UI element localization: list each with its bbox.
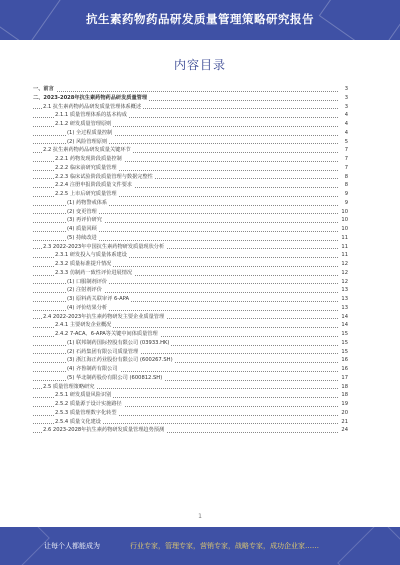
toc-entry[interactable] bbox=[33, 155, 348, 164]
toc-entry-page: 10 bbox=[339, 208, 348, 217]
toc-entry-title: 2.2.2 临床前研究质量管理 bbox=[55, 164, 117, 171]
toc-entry-title: 2.5 质量管理策略研究 bbox=[43, 383, 95, 390]
toc-entry[interactable] bbox=[33, 286, 348, 295]
toc-entry-title: 2.4 2022-2023年抗生素药物研发主要企业质量管理 bbox=[43, 313, 165, 320]
toc-entry-title: 2.5.2 质量源于设计实施路径 bbox=[55, 401, 122, 407]
toc-entry[interactable] bbox=[33, 190, 348, 199]
toc-entry-title: 2.2.4 注册申报阶段质量文件要求 bbox=[55, 182, 133, 189]
toc-entry-page: 7 bbox=[339, 155, 348, 164]
toc-entry-title: (4) 质量回顾 bbox=[67, 226, 97, 232]
toc-entry-page: 3 bbox=[339, 94, 348, 103]
toc-entry[interactable] bbox=[33, 374, 348, 383]
toc-entry[interactable] bbox=[33, 426, 348, 435]
toc-heading: 内容目录 bbox=[173, 58, 226, 72]
toc-entry[interactable] bbox=[33, 304, 348, 313]
toc-entry-title: 2.2.3 临床试验阶段质量管理与数据完整性 bbox=[55, 173, 153, 180]
toc-entry-page: 14 bbox=[339, 321, 348, 330]
toc-entry-page: 4 bbox=[339, 120, 348, 129]
toc-entry-title: (1) 联邦制药国际控股有限公司 (03933.HK) bbox=[67, 339, 170, 346]
toc-entry-page: 10 bbox=[339, 216, 348, 225]
toc-entry-title: (2) 风险管理原则 bbox=[67, 138, 108, 145]
toc-entry-page: 13 bbox=[339, 304, 348, 313]
toc-entry[interactable] bbox=[33, 269, 348, 278]
toc-entry-page: 12 bbox=[339, 278, 348, 287]
toc-entry-page: 20 bbox=[339, 409, 348, 418]
toc-entry-page: 11 bbox=[339, 243, 348, 252]
toc-entry[interactable] bbox=[33, 313, 348, 322]
toc-entry[interactable] bbox=[33, 164, 348, 173]
toc-entry[interactable] bbox=[33, 260, 348, 269]
footer-decoration bbox=[337, 527, 400, 565]
toc-entry-page: 8 bbox=[339, 181, 348, 190]
toc-entry-page: 15 bbox=[339, 339, 348, 348]
toc-entry-title: (4) 评价结果分析 bbox=[67, 304, 108, 311]
toc-entry-title: 2.3 2022-2023年中国抗生素药物研发质量现状分析 bbox=[43, 243, 165, 250]
toc-entry[interactable] bbox=[33, 321, 348, 330]
toc-entry[interactable] bbox=[33, 120, 348, 129]
toc-entry[interactable] bbox=[33, 251, 348, 260]
toc-entry-title: (2) 石药集团有限公司质量管理 bbox=[67, 348, 139, 355]
toc-entry[interactable] bbox=[33, 111, 348, 120]
toc-entry[interactable] bbox=[33, 216, 348, 225]
footer-decoration bbox=[0, 527, 50, 565]
report-title: 抗生素药物药品研发质量管理策略研究报告 bbox=[86, 12, 314, 26]
toc-entry[interactable] bbox=[33, 365, 348, 374]
toc-entry-page: 13 bbox=[339, 295, 348, 304]
toc-entry-page: 8 bbox=[339, 173, 348, 182]
toc-entry-page: 16 bbox=[339, 356, 348, 365]
toc-entry-page: 5 bbox=[339, 138, 348, 147]
footer-banner bbox=[0, 527, 400, 565]
toc-entry[interactable] bbox=[33, 225, 348, 234]
toc-entry-page: 17 bbox=[339, 374, 348, 383]
toc-entry-title: 2.3.3 仿制药一致性评价进展情况 bbox=[55, 269, 133, 276]
toc-entry-title: 2.2 抗生素药物药品研发质量关键环节 bbox=[43, 147, 131, 154]
toc-entry[interactable] bbox=[33, 208, 348, 217]
toc-entry[interactable] bbox=[33, 199, 348, 208]
table-of-contents bbox=[33, 85, 348, 435]
toc-entry[interactable] bbox=[33, 409, 348, 418]
toc-entry-page: 3 bbox=[339, 85, 348, 94]
toc-entry-page: 11 bbox=[339, 251, 348, 260]
toc-entry-title: (2) 变更管理 bbox=[67, 208, 97, 215]
toc-entry[interactable] bbox=[33, 391, 348, 400]
toc-entry[interactable] bbox=[33, 146, 348, 155]
toc-entry[interactable] bbox=[33, 94, 348, 103]
toc-entry[interactable] bbox=[33, 129, 348, 138]
toc-entry-page: 15 bbox=[339, 330, 348, 339]
toc-entry-page: 4 bbox=[339, 111, 348, 120]
toc-entry-title: (1) 口服制剂评价 bbox=[67, 278, 108, 285]
toc-entry-page: 14 bbox=[339, 313, 348, 322]
toc-entry-title: (3) 原料药关联审评 6-APA bbox=[67, 296, 130, 302]
toc-entry[interactable] bbox=[33, 103, 348, 112]
toc-entry-title: (5) 华北制药股份有限公司 (600812.SH) bbox=[67, 374, 163, 381]
toc-entry-title: 2.5.4 质量文化建设 bbox=[55, 418, 101, 425]
toc-entry[interactable] bbox=[33, 348, 348, 357]
toc-entry[interactable] bbox=[33, 330, 348, 339]
toc-entry-page: 7 bbox=[339, 146, 348, 155]
footer-slogan-left: 让每个人都能成为 bbox=[44, 542, 100, 550]
toc-entry-page: 13 bbox=[339, 286, 348, 295]
toc-entry-page: 18 bbox=[339, 383, 348, 392]
toc-entry-title: 2.6 2023-2028年抗生素药物研发质量管理趋势预测 bbox=[43, 427, 165, 434]
toc-entry[interactable] bbox=[33, 295, 348, 304]
toc-entry-title: 2.5.3 质量管理数字化转型 bbox=[55, 409, 117, 416]
toc-entry-title: (2) 注射剂评价 bbox=[67, 287, 102, 294]
toc-entry-title: 一、前言 bbox=[33, 86, 54, 92]
toc-entry[interactable] bbox=[33, 383, 348, 392]
footer-slogan-right: 行业专家，管理专家，营销专家，战略专家，成功企业家…… bbox=[130, 542, 319, 550]
toc-entry-title: 2.3.1 研发投入与质量体系建设 bbox=[55, 252, 127, 259]
toc-entry-title: 二、2023-2028年抗生素药物药品研发质量管理 bbox=[33, 94, 148, 101]
toc-entry-title: (5) 持续改进 bbox=[67, 234, 97, 241]
toc-entry-title: 2.2.1 药物发现阶段质量控制 bbox=[55, 156, 122, 162]
toc-entry[interactable] bbox=[33, 173, 348, 182]
toc-entry-page: 24 bbox=[339, 426, 348, 435]
toc-entry[interactable] bbox=[33, 400, 348, 409]
toc-entry[interactable] bbox=[33, 418, 348, 427]
toc-entry-page: 10 bbox=[339, 225, 348, 234]
toc-entry-title: (3) 浙江海正药业股份有限公司 (600267.SH) bbox=[67, 357, 173, 364]
toc-entry-page: 12 bbox=[339, 269, 348, 278]
toc-entry-title: (1) 药物警戒体系 bbox=[67, 199, 108, 206]
page-number: 1 bbox=[198, 513, 202, 520]
toc-entry-page: 4 bbox=[339, 129, 348, 138]
toc-entry-page: 3 bbox=[339, 103, 348, 112]
toc-entry-title: 2.1 抗生素药物药品研发质量管理体系概述 bbox=[43, 103, 142, 110]
toc-entry-page: 9 bbox=[339, 199, 348, 208]
toc-entry-page: 12 bbox=[339, 260, 348, 269]
toc-entry-page: 15 bbox=[339, 348, 348, 357]
toc-entry[interactable] bbox=[33, 339, 348, 348]
toc-entry[interactable] bbox=[33, 356, 348, 365]
toc-entry-title: 2.1.1 质量管理体系的基本构成 bbox=[55, 112, 127, 119]
toc-entry[interactable] bbox=[33, 243, 348, 252]
toc-entry-page: 9 bbox=[339, 190, 348, 199]
toc-entry-title: 2.3.2 质量标准提升情况 bbox=[55, 261, 112, 267]
toc-entry[interactable] bbox=[33, 234, 348, 243]
toc-entry[interactable] bbox=[33, 138, 348, 147]
toc-entry[interactable] bbox=[33, 181, 348, 190]
toc-entry-page: 16 bbox=[339, 365, 348, 374]
toc-entry-title: 2.4.1 主要研发企业概况 bbox=[55, 322, 112, 329]
header-banner bbox=[0, 0, 400, 40]
toc-entry-title: 2.4.2 7-ACA、6-APA等关键中间体质量管理 bbox=[55, 331, 158, 337]
toc-entry-page: 11 bbox=[339, 234, 348, 243]
toc-entry-title: (3) 再评价研究 bbox=[67, 217, 102, 224]
toc-entry-page: 18 bbox=[339, 391, 348, 400]
toc-entry-page: 7 bbox=[339, 164, 348, 173]
toc-leader-dots bbox=[33, 91, 338, 92]
toc-entry-title: (4) 齐鲁制药有限公司 bbox=[67, 366, 118, 372]
toc-entry-page: 19 bbox=[339, 400, 348, 409]
toc-entry-page: 21 bbox=[339, 418, 348, 427]
toc-entry-title: (1) 全过程质量控制 bbox=[67, 129, 113, 136]
toc-entry-title: 2.1.2 研发质量管理原则 bbox=[55, 121, 112, 127]
toc-entry-title: 2.2.5 上市后研究质量管理 bbox=[55, 191, 117, 197]
toc-entry[interactable] bbox=[33, 85, 348, 94]
toc-entry-title: 2.5.1 研发质量风险识别 bbox=[55, 392, 112, 399]
toc-entry[interactable] bbox=[33, 278, 348, 287]
